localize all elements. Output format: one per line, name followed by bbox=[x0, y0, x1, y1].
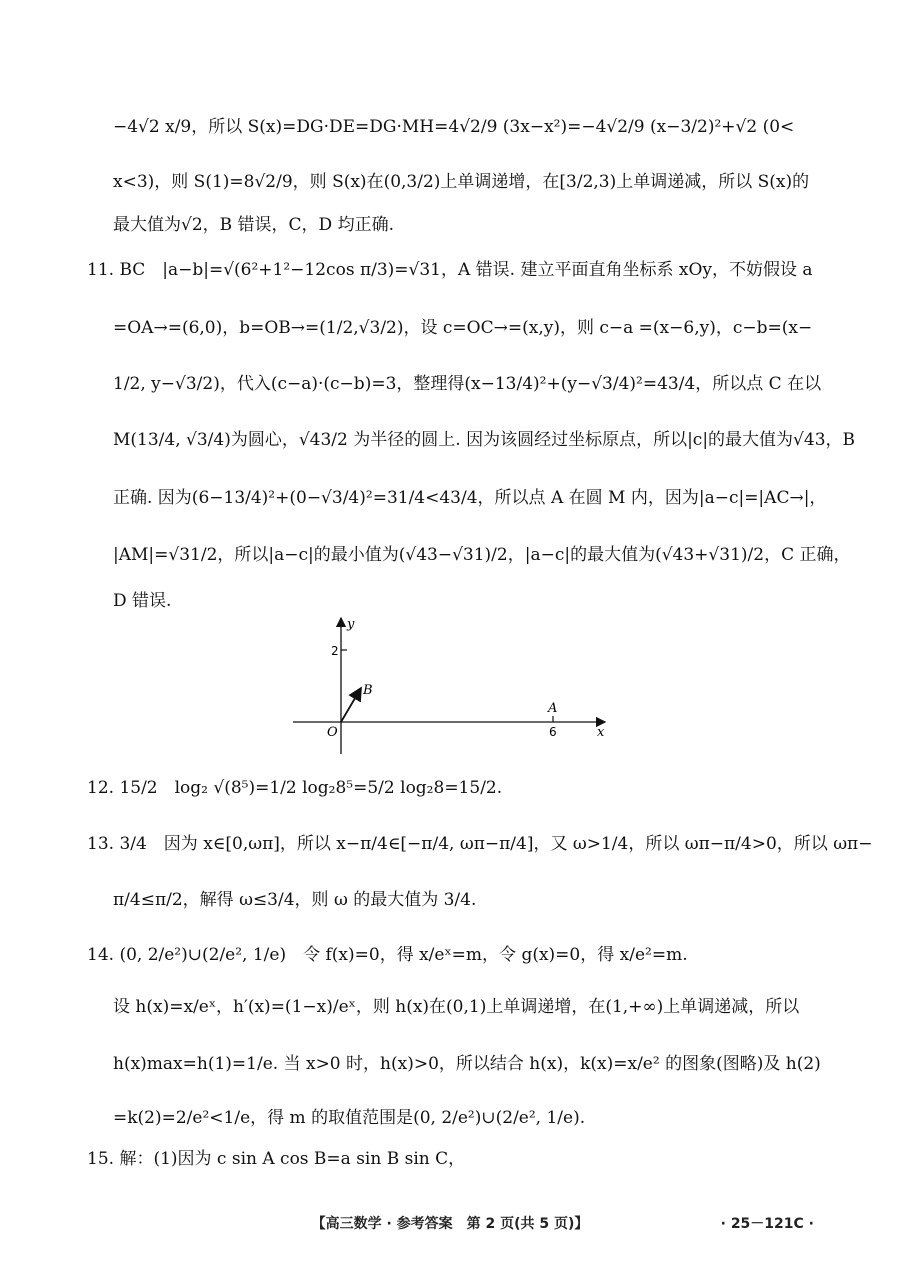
origin-label: O bbox=[327, 725, 338, 740]
problem-12: 12. 15/2 log₂ √(8⁵)=1/2 log₂8⁵=5/2 log₂8=15/2. bbox=[87, 778, 503, 798]
problem-11: 11. BC |a−b|=√(6²+1²−12cos π/3)=√31，A 错误. 建立平面直角坐标系 xOy，不妨假设 a bbox=[87, 260, 813, 280]
text-line: 最大值为√2，B 错误，C，D 均正确. bbox=[113, 215, 394, 235]
footer-code: · 25－121C · bbox=[720, 1216, 814, 1232]
text-line: =k(2)=2/e²<1/e，得 m 的取值范围是(0, 2/e²)∪(2/e², 1/e). bbox=[113, 1108, 586, 1128]
problem-13: 13. 3/4 因为 x∈[0,ωπ]，所以 x−π/4∈[−π/4, ωπ−π/4]，又 ω>1/4，所以 ωπ−π/4>0，所以 ωπ− bbox=[87, 834, 873, 854]
vector-ob bbox=[341, 688, 361, 722]
coordinate-diagram bbox=[285, 612, 615, 762]
text-line: 1/2, y−√3/2)，代入(c−a)·(c−b)=3，整理得(x−13/4)²+(y−√3/4)²=43/4，所以点 C 在以 bbox=[113, 374, 822, 394]
text-line: M(13/4, √3/4)为圆心，√43/2 为半径的圆上. 因为该圆经过坐标原点，所以|c|的最大值为√43，B bbox=[113, 430, 855, 450]
text-line: |AM|=√31/2，所以|a−c|的最小值为(√43−√31)/2，|a−c|的最大值为(√43+√31)/2，C 正确， bbox=[113, 545, 851, 565]
text-line: =OA→=(6,0)，b=OB→=(1/2,√3/2)，设 c=OC→=(x,y)，则 c−a =(x−6,y)，c−b=(x− bbox=[113, 318, 813, 338]
y-axis-label: y bbox=[347, 617, 355, 632]
text-line: x<3)，则 S(1)=8√2/9，则 S(x)在(0,3/2)上单调递增，在[3/2,3)上单调递减，所以 S(x)的 bbox=[113, 172, 810, 192]
text-line: π/4≤π/2，解得 ω≤3/4，则 ω 的最大值为 3/4. bbox=[113, 890, 477, 910]
text-line: 设 h(x)=x/eˣ，h′(x)=(1−x)/eˣ，则 h(x)在(0,1)上单调递增，在(1,+∞)上单调递减，所以 bbox=[113, 997, 800, 1017]
text-line: −4√2 x/9，所以 S(x)=DG·DE=DG·MH=4√2/9 (3x−x²)=−4√2/9 (x−3/2)²+√2 (0< bbox=[113, 117, 795, 137]
problem-15: 15. 解：(1)因为 c sin A cos B=a sin B sin C， bbox=[87, 1149, 466, 1169]
problem-14: 14. (0, 2/e²)∪(2/e², 1/e) 令 f(x)=0，得 x/eˣ=m，令 g(x)=0，得 x/e²=m. bbox=[87, 945, 688, 965]
x-axis-label: x bbox=[597, 725, 605, 740]
x-tick-label: 6 bbox=[549, 725, 557, 739]
point-b-label: B bbox=[363, 683, 373, 698]
text-line: h(x)max=h(1)=1/e. 当 x>0 时，h(x)>0，所以结合 h(x)，k(x)=x/e² 的图象(图略)及 h(2) bbox=[113, 1054, 821, 1074]
text-line: 正确. 因为(6−13/4)²+(0−√3/4)²=31/4<43/4，所以点 A 在圆 M 内，因为|a−c|=|AC→|， bbox=[113, 488, 827, 508]
point-a-label: A bbox=[548, 701, 558, 716]
text-line: D 错误. bbox=[113, 591, 172, 611]
y-tick-label: 2 bbox=[331, 644, 339, 658]
vector-figure bbox=[285, 612, 615, 766]
footer-page-info: 【高三数学 · 参考答案 第 2 页(共 5 页)】 bbox=[311, 1216, 589, 1232]
